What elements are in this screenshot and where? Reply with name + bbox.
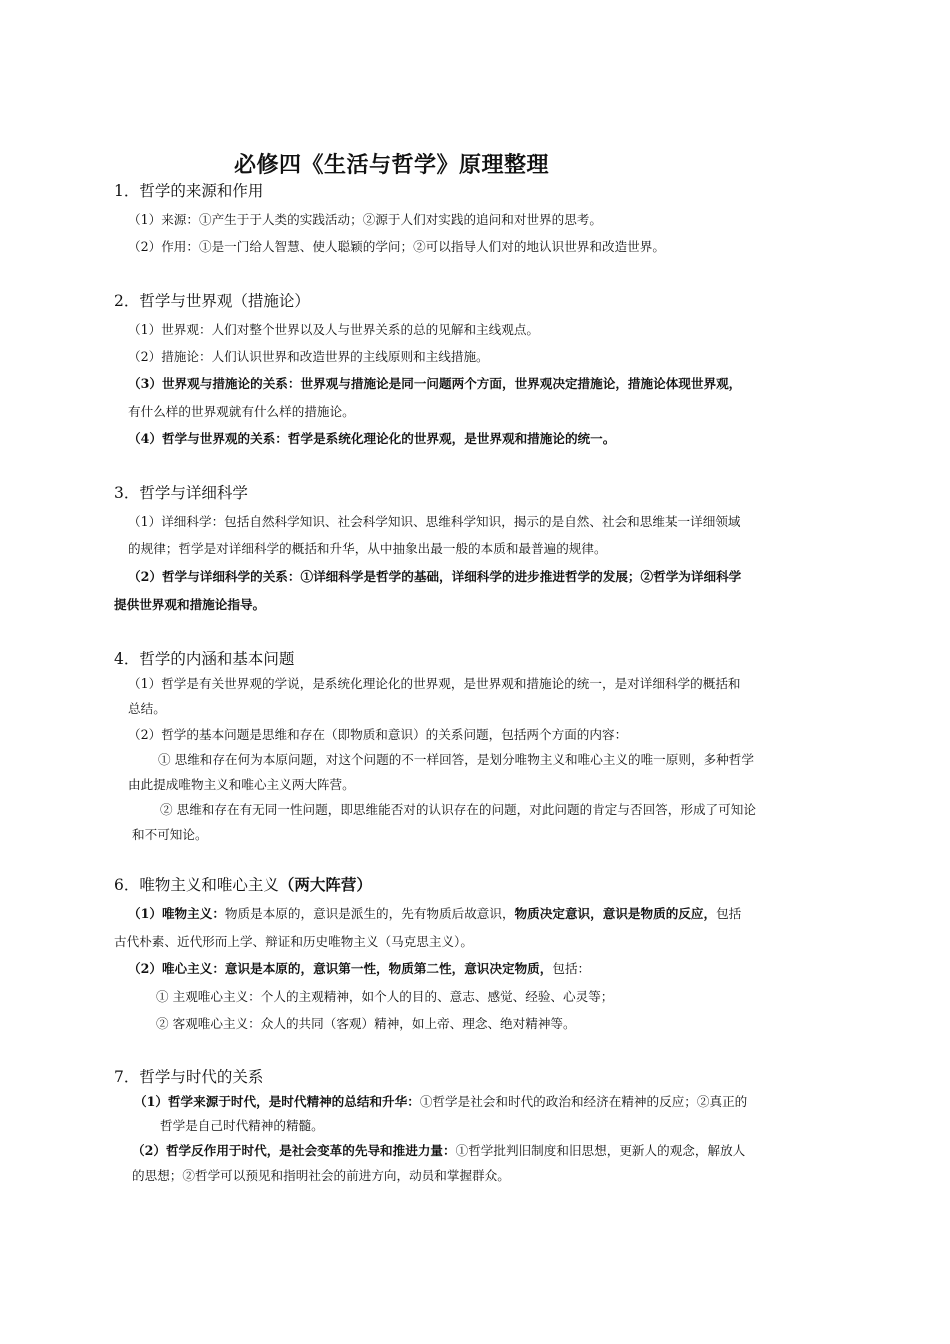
materialism-label: （1）唯物主义： — [128, 906, 225, 921]
section-2-line-1: （1）世界观：人们对整个世界以及人与世界关系的总的见解和主线观点。 — [128, 322, 540, 337]
section-7-line-1a — [134, 1091, 747, 1110]
section-4-line-3a: ① 思维和存在何为本原问题，对这个问题的不一样回答，是划分唯物主义和唯心主义的唯一原则，多种哲学 — [158, 752, 754, 767]
section-1-line-1: （1）来源：①产生于于人类的实践活动；②源于人们对实践的追问和对世界的思考。 — [128, 212, 602, 227]
section-2-line-3b: 有什么样的世界观就有什么样的措施论。 — [128, 404, 355, 419]
section-2-line-3a: （3）世界观与措施论的关系：世界观与措施论是同一问题两个方面，世界观决定措施论，措施论体现世界观， — [128, 376, 742, 391]
section-6-heading-bold: （两大阵营） — [278, 875, 372, 894]
section-3-line-2a: （2）哲学与详细科学的关系：①详细科学是哲学的基础，详细科学的进步推进哲学的发展；②哲学为详细科学 — [128, 569, 742, 584]
section-6-heading-text: 6．唯物主义和唯心主义 — [114, 876, 279, 894]
section-4-line-2: （2）哲学的基本问题是思维和存在（即物质和意识）的关系问题，包括两个方面的内容： — [128, 727, 628, 742]
section-6-line-3: ① 主观唯心主义：个人的主观精神，如个人的目的、意志、感觉、经验、心灵等； — [156, 989, 614, 1004]
section-6-heading — [114, 873, 372, 895]
section-7-heading: 7．哲学与时代的关系 — [114, 1068, 264, 1086]
section-3-line-1b: 的规律；哲学是对详细科学的概括和升华，从中抽象出最一般的本质和最普遍的规律。 — [128, 541, 607, 556]
section-4-line-1b: 总结。 — [128, 701, 166, 716]
materialism-text-2: 包括 — [716, 906, 742, 921]
time-origin-key-point: （1）哲学来源于时代，是时代精神的总结和升华： — [134, 1094, 420, 1109]
section-6-line-4: ② 客观唯心主义：众人的共同（客观）精神，如上帝、理念、绝对精神等。 — [156, 1016, 576, 1031]
section-4-line-3b: 由此提成唯物主义和唯心主义两大阵营。 — [128, 777, 355, 792]
section-6-line-1a — [128, 903, 741, 922]
section-7-line-2b: 的思想；②哲学可以预见和指明社会的前进方向，动员和掌握群众。 — [132, 1168, 510, 1183]
section-6-line-2 — [128, 958, 590, 977]
section-3-line-1a: （1）详细科学：包括自然科学知识、社会科学知识、思维科学知识，揭示的是自然、社会和思维某一详细领域 — [128, 514, 741, 529]
section-7-line-2a — [132, 1140, 745, 1159]
materialism-key-point: 物质决定意识，意识是物质的反应， — [514, 906, 717, 921]
section-1-line-2: （2）作用：①是一门给人智慧、使人聪颖的学问；②可以指导人们对的地认识世界和改造世界。 — [128, 239, 665, 254]
section-1-heading: 1．哲学的来源和作用 — [114, 182, 264, 200]
section-4-heading: 4．哲学的内涵和基本问题 — [114, 650, 295, 668]
section-4-line-4b: 和不可知论。 — [132, 827, 208, 842]
time-reaction-text: ①哲学批判旧制度和旧思想，更新人的观念，解放人 — [455, 1143, 746, 1158]
section-3-line-2b: 提供世界观和措施论指导。 — [114, 597, 266, 612]
section-2-line-4: （4）哲学与世界观的关系：哲学是系统化理论化的世界观，是世界观和措施论的统一。 — [128, 431, 616, 446]
section-4-line-1a: （1）哲学是有关世界观的学说，是系统化理论化的世界观，是世界观和措施论的统一，是对详细科学的概括和 — [128, 676, 741, 691]
idealism-text: 包括： — [552, 961, 591, 976]
section-3-heading: 3．哲学与详细科学 — [114, 484, 248, 502]
time-origin-text: ①哲学是社会和时代的政治和经济在精神的反应；②真正的 — [419, 1094, 748, 1109]
section-2-line-2: （2）措施论：人们认识世界和改造世界的主线原则和主线措施。 — [128, 349, 489, 364]
idealism-key-point: （2）唯心主义：意识是本原的，意识第一性，物质第二性，意识决定物质， — [128, 961, 553, 976]
time-reaction-key-point: （2）哲学反作用于时代，是社会变革的先导和推进力量： — [132, 1143, 456, 1158]
materialism-text-1: 物质是本原的，意识是派生的，先有物质后故意识， — [224, 906, 515, 921]
section-7-line-1b: 哲学是自己时代精神的精髓。 — [160, 1118, 324, 1133]
page-title: 必修四《生活与哲学》原理整理 — [234, 152, 550, 178]
section-4-line-4a: ② 思维和存在有无同一性问题，即思维能否对的认识存在的问题，对此问题的肯定与否回答，形成了可知论 — [160, 802, 756, 817]
section-6-line-1b: 古代朴素、近代形而上学、辩证和历史唯物主义（马克思主义）。 — [114, 934, 473, 949]
section-2-heading: 2．哲学与世界观（措施论） — [114, 292, 310, 310]
